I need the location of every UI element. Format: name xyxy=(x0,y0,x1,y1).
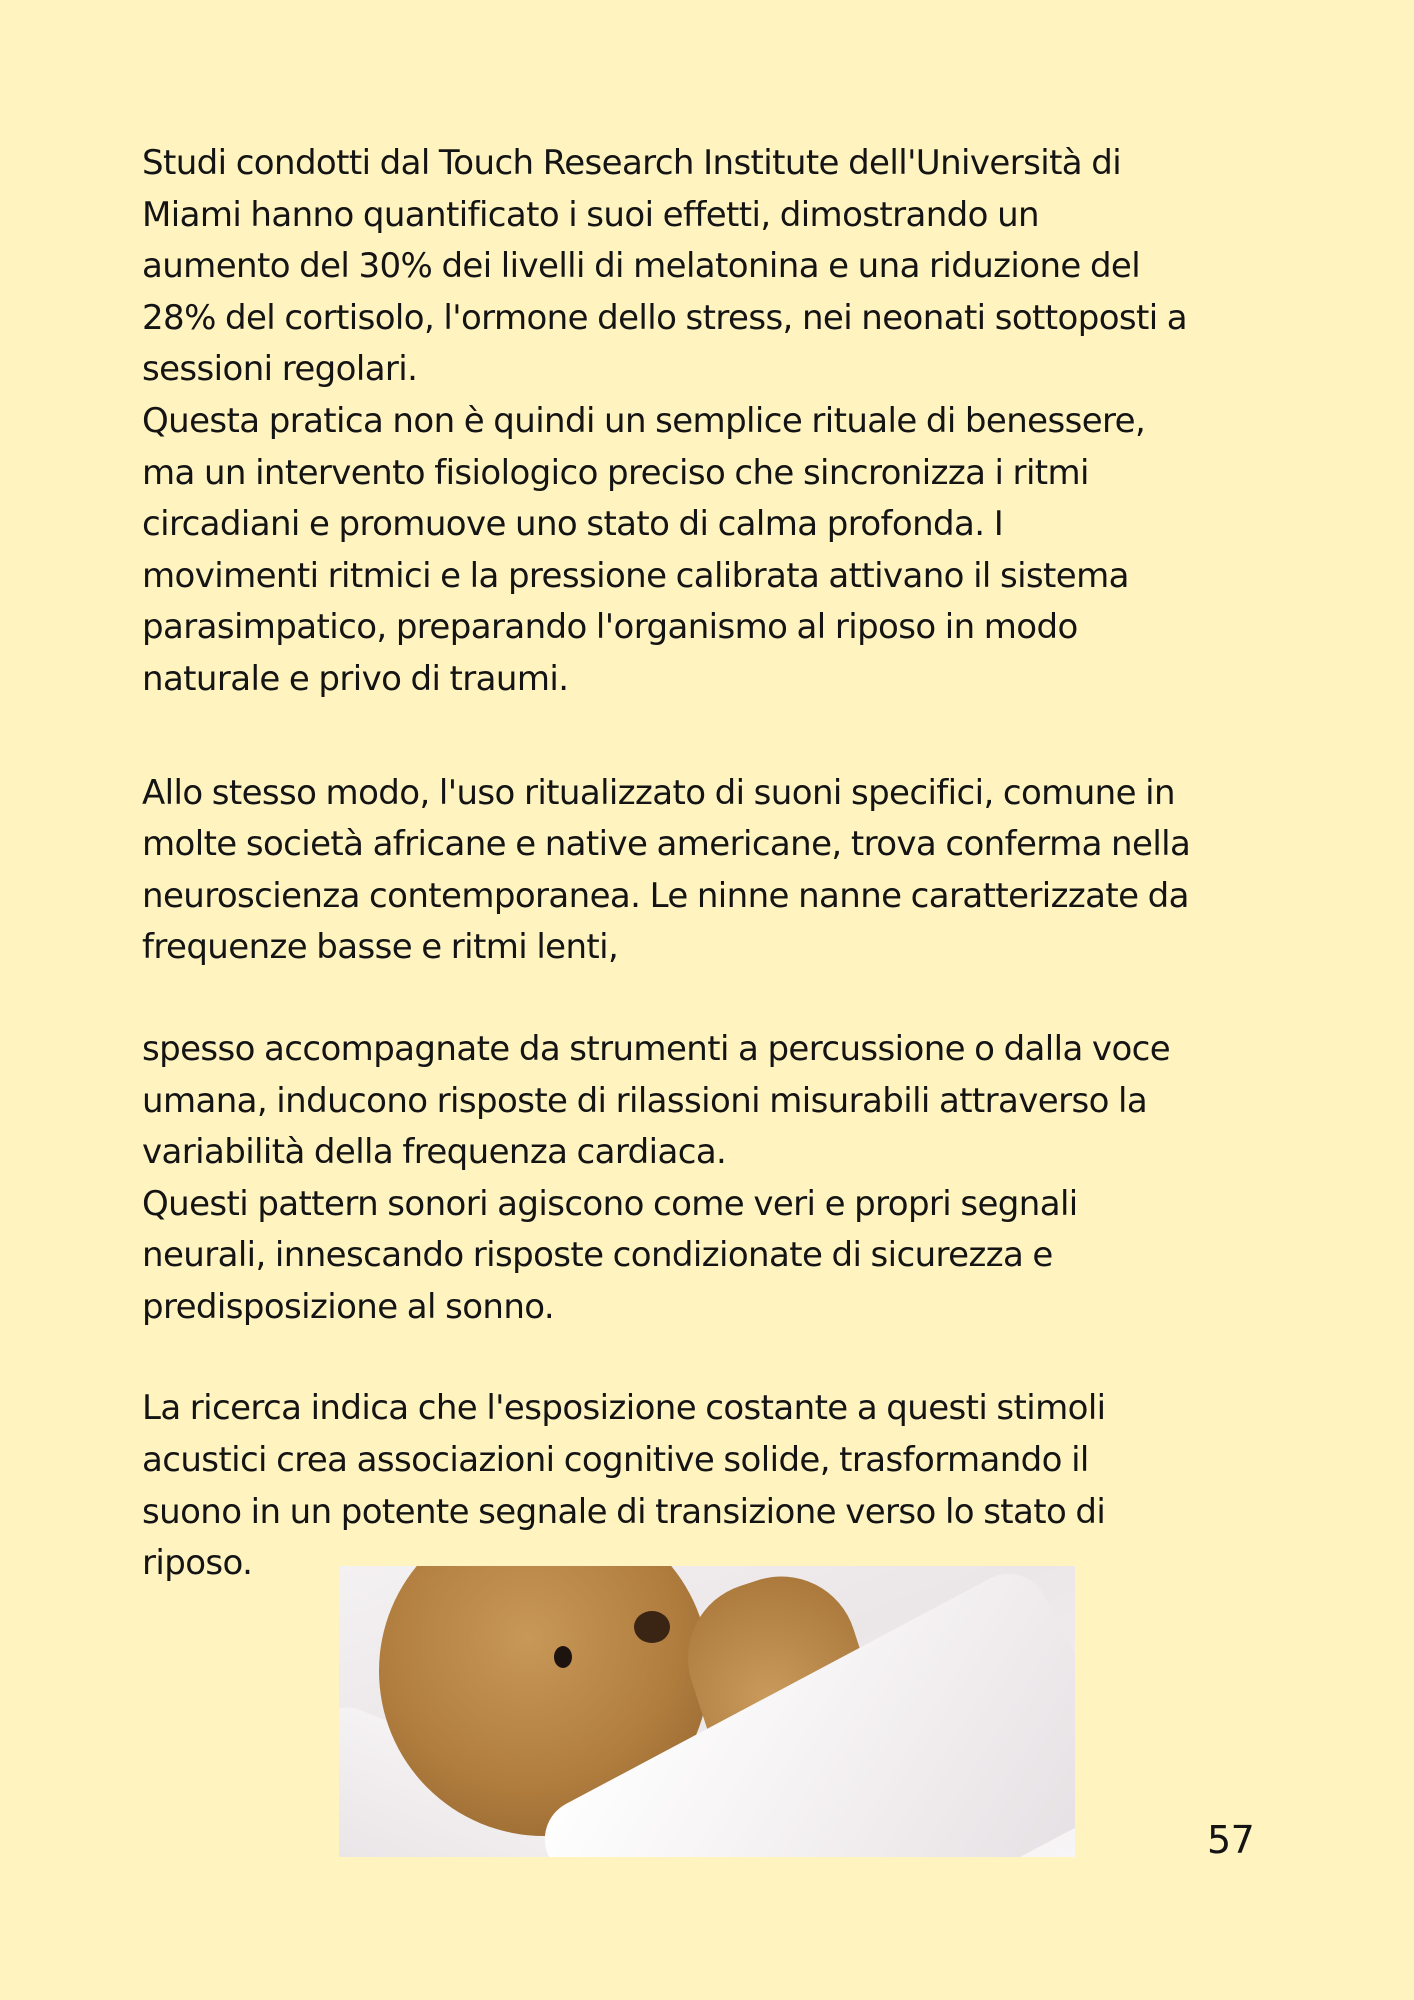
page-text xyxy=(142,138,1292,1590)
paragraph-ritual-sounds xyxy=(142,768,1292,974)
teddy-bear-photo xyxy=(339,1566,1075,1857)
text-line: variabilità della frequenza cardiaca. xyxy=(142,1132,727,1173)
text-line: Studi condotti dal Touch Research Institute dell'Università di xyxy=(142,143,1122,183)
teddy-bear-eye xyxy=(554,1646,572,1668)
paragraph-gap xyxy=(142,706,1292,768)
text-line: acustici crea associazioni cognitive solide, trasformando il xyxy=(142,1440,1089,1481)
text-line: movimenti ritmici e la pressione calibrata attivano il sistema xyxy=(142,555,1129,596)
text-line: predisposizione al sonno. xyxy=(142,1286,555,1327)
text-line: aumento del 30% dei livelli di melatonina e una riduzione del xyxy=(142,246,1141,287)
text-line: naturale e privo di traumi. xyxy=(142,658,569,699)
paragraph-percussion-voice xyxy=(142,1024,1292,1179)
paragraph-touch-research xyxy=(142,138,1292,396)
text-line: molte società africane e native americane, trova conferma nella xyxy=(142,824,1191,865)
text-line: neuroscienza contemporanea. Le ninne nanne caratterizzate da xyxy=(142,875,1189,916)
text-line: parasimpatico, preparando l'organismo al riposo in modo xyxy=(142,607,1078,648)
text-line: circadiani e promuove uno stato di calma profonda. I xyxy=(142,504,1004,545)
text-line: Questi pattern sonori agiscono come veri e propri segnali xyxy=(142,1183,1078,1224)
text-line: riposo. xyxy=(142,1543,253,1584)
paragraph-gap xyxy=(142,974,1292,1024)
paragraph-gap xyxy=(142,1333,1292,1383)
text-line: Allo stesso modo, l'uso ritualizzato di suoni specifici, comune in xyxy=(142,772,1175,813)
text-line: sessioni regolari. xyxy=(142,349,418,390)
text-line: umana, inducono risposte di rilassioni misurabili attraverso la xyxy=(142,1080,1148,1121)
text-line: Questa pratica non è quindi un semplice rituale di benessere, xyxy=(142,400,1146,441)
paragraph-research-conclusion xyxy=(142,1383,1292,1589)
paragraph-physiological-intervention xyxy=(142,396,1292,706)
teddy-bear-nose xyxy=(634,1611,670,1643)
text-line: 28% del cortisolo, l'ormone dello stress, nei neonati sottoposti a xyxy=(142,297,1188,338)
text-line: suono in un potente segnale di transizione verso lo stato di xyxy=(142,1491,1106,1532)
text-line: Miami hanno quantificato i suoi effetti, dimostrando un xyxy=(142,194,1039,235)
text-line: spesso accompagnate da strumenti a percussione o dalla voce xyxy=(142,1028,1171,1069)
paragraph-sound-patterns xyxy=(142,1179,1292,1334)
text-line: ma un intervento fisiologico preciso che sincronizza i ritmi xyxy=(142,452,1089,493)
text-line: La ricerca indica che l'esposizione costante a questi stimoli xyxy=(142,1388,1106,1429)
page-number: 57 xyxy=(1207,1818,1255,1862)
text-line: neurali, innescando risposte condizionate di sicurezza e xyxy=(142,1235,1053,1276)
text-line: frequenze basse e ritmi lenti, xyxy=(142,927,619,968)
